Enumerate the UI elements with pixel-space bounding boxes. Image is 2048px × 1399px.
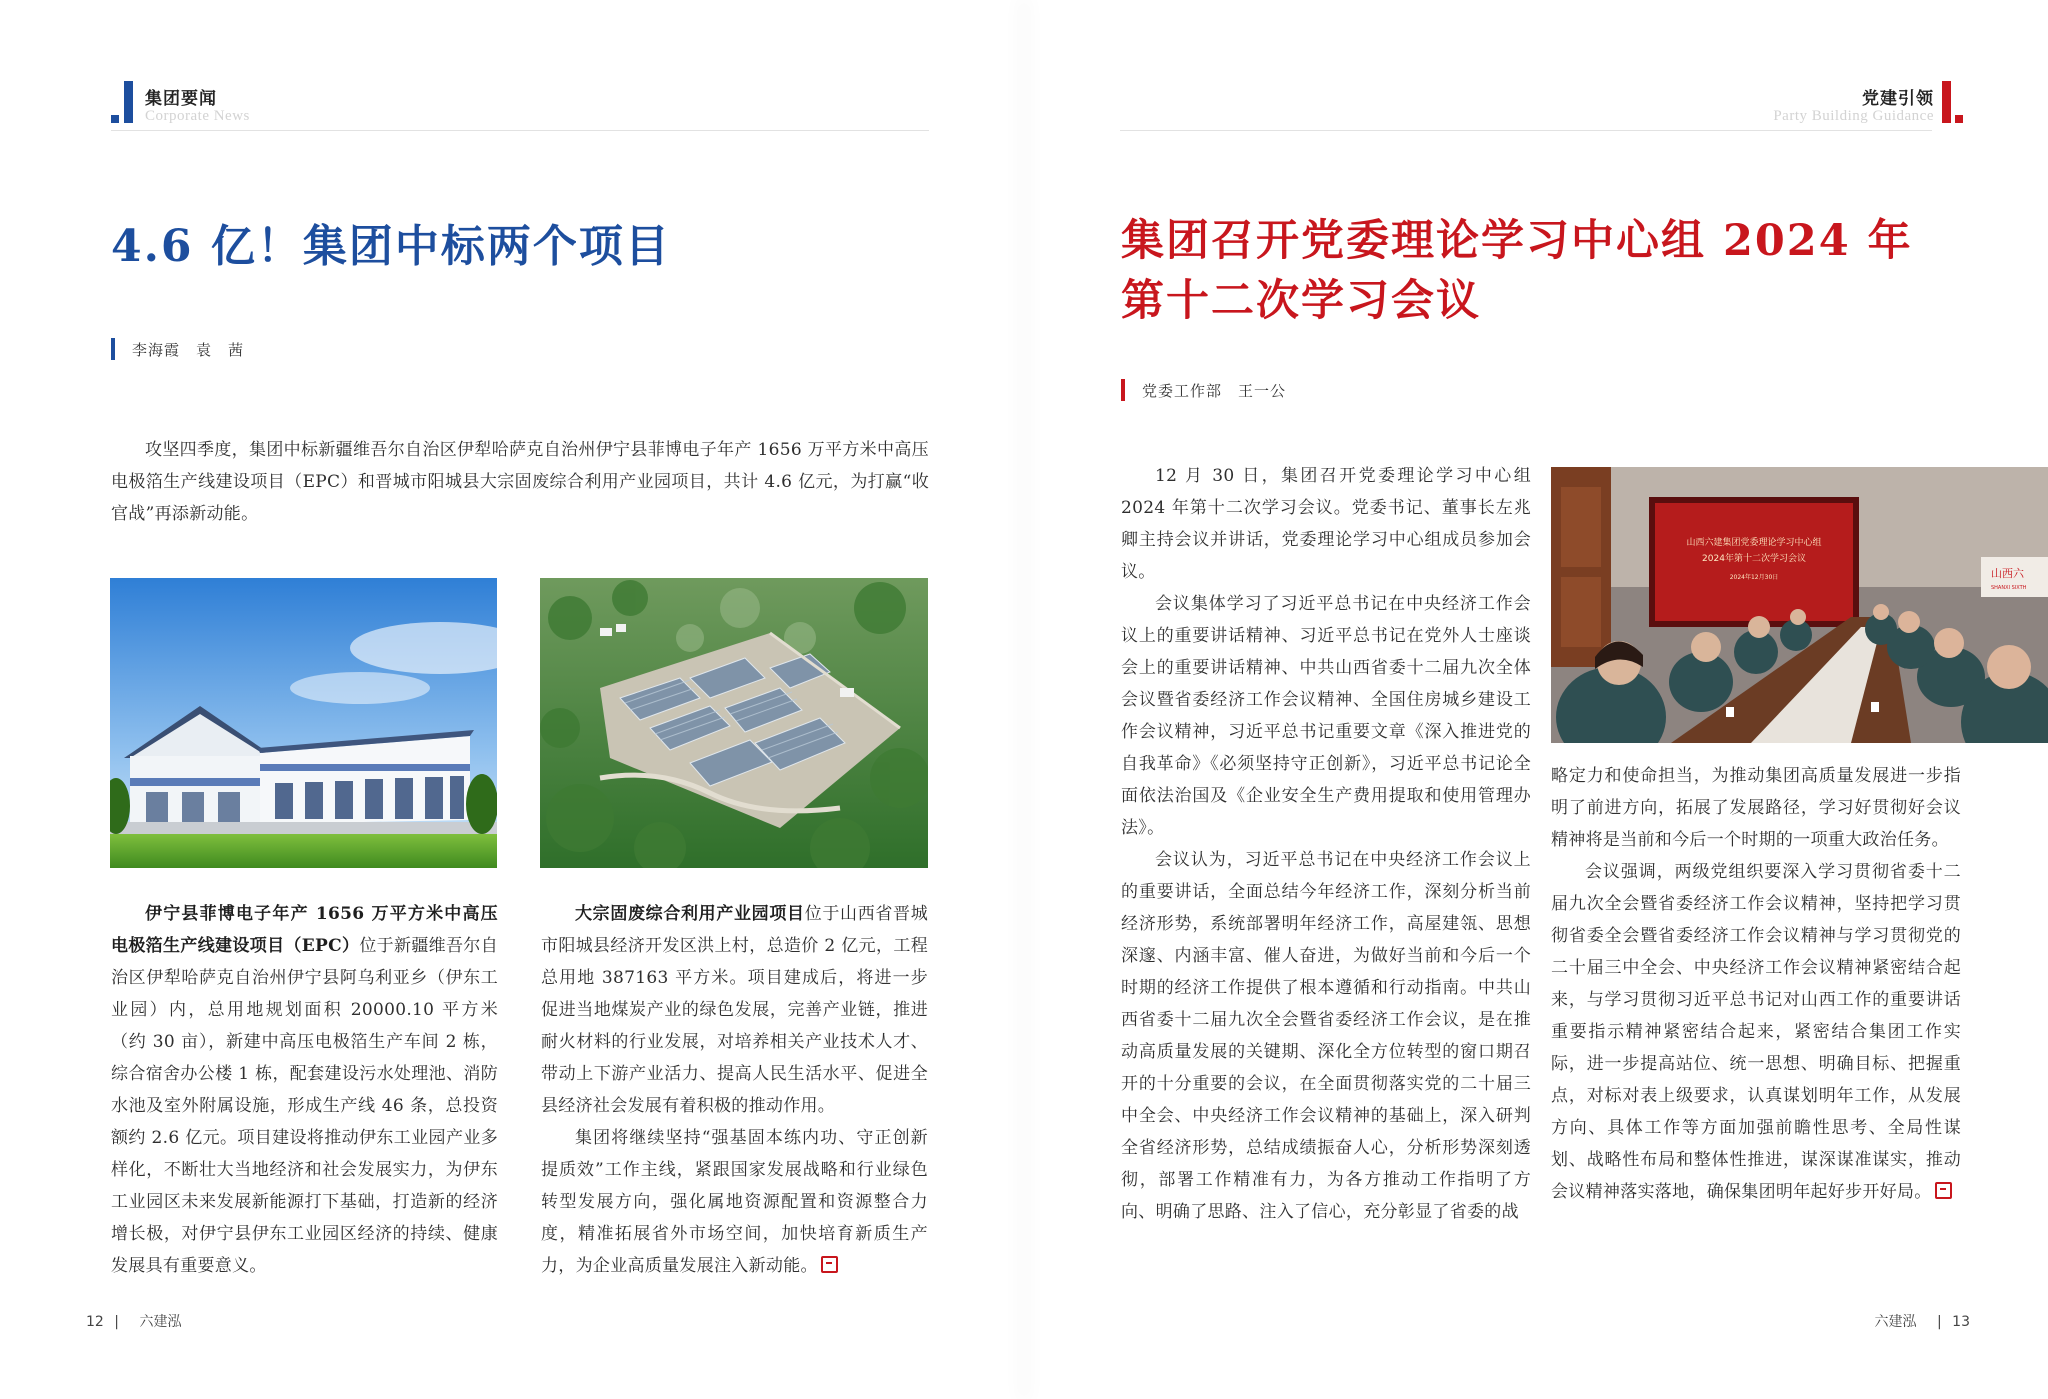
paragraph-1: 12 月 30 日，集团召开党委理论学习中心组 2024 年第十二次学习会议。党委书记、董事长左兆卿主持会议并讲话，党委理论学习中心组成员参加会议。 <box>1121 466 1531 582</box>
byline: 李海霞 袁 茜 <box>132 341 245 359</box>
closing-paragraph <box>541 1122 928 1282</box>
project2-lead: 大宗固废综合利用产业园项目 <box>575 904 805 924</box>
left-footer: 12 | 六建泓 <box>86 1314 182 1330</box>
article-title-line2: 第十二次学习会议 <box>1121 276 1481 326</box>
factory-illustration <box>110 578 497 868</box>
section-mark-small <box>1955 115 1963 123</box>
meeting-photo <box>1551 467 2048 743</box>
end-of-article-icon <box>821 1256 838 1273</box>
article-title: 4.6 亿！集团中标两个项目 <box>111 221 671 272</box>
factory-photo <box>110 578 497 868</box>
intro-paragraph: 攻坚四季度，集团中标新疆维吾尔自治区伊犁哈萨克自治州伊宁县菲博电子年产 1656 万平方米中高压电极箔生产线建设项目（EPC）和晋城市阳城县大宗固废综合利用产业园项目，共计 4.6 亿元，为打赢“收官战”再添新动能。 <box>111 440 929 524</box>
project1-text: 位于新疆维吾尔自治区伊犁哈萨克自治州伊宁县阿乌利亚乡（伊东工业园）内，总用地规划面积 20000.10 平方米（约 30 亩），新建中高压电极箔生产车间 2 栋，综合宿舍办公楼 1 栋，配套建设污水处理池、消防水池及室外附属设施，形成生产线 46 条，总投资额约 2.6 亿元。项目建设将推动伊东工业园产业多样化，不断壮大当地经济和社会发展实力，为伊东工业园区未来发展新能源打下基础，打造新的经济增长极，对伊宁县伊东工业园区经济的持续、健康发展具有重要意义。 <box>111 936 498 1276</box>
section-title: 集团要闻 <box>145 89 217 109</box>
magazine-name-left: 六建泓 <box>139 1314 182 1330</box>
aerial-illustration <box>540 578 928 868</box>
photo-banner-line2: 2024年第十二次学习会议 <box>1702 554 1806 564</box>
photo-banner-date: 2024年12月30日 <box>1729 574 1779 581</box>
right-page <box>1024 0 2048 1399</box>
byline: 党委工作部 王一公 <box>1142 382 1287 400</box>
header-rule <box>111 130 929 131</box>
article-title-line1: 集团召开党委理论学习中心组 2024 年 <box>1121 216 1913 266</box>
page-number-left: 12 <box>86 1314 104 1330</box>
paragraph-5-text: 会议强调，两级党组织要深入学习贯彻省委十二届九次全会暨省委经济工作会议精神，坚持把学习贯彻省委全会暨省委经济工作会议精神与学习贯彻党的二十届三中全会、中央经济工作会议精神紧密结合起来，与学习贯彻习近平总书记对山西工作的重要讲话重要指示精神紧密结合起来，紧密结合集团工作实际，进一步提高站位、统一思想、明确目标、把握重点，对标对表上级要求，认真谋划明年工作，从发展方向、具体工作等方面加强前瞻性思考、全局性谋划、战略性布局和整体性推进，谋深谋准谋实，推动会议精神落实落地，确保集团明年起好步开好局。 <box>1551 862 1961 1202</box>
project2-paragraph <box>541 898 928 1122</box>
section-subtitle: Corporate News <box>145 108 250 124</box>
section-subtitle: Party Building Guidance <box>1773 108 1934 124</box>
byline-bar <box>1121 379 1125 401</box>
photo-banner-line1: 山西六建集团党委理论学习中心组 <box>1686 538 1822 548</box>
right-column-1 <box>1121 460 1531 1228</box>
photo-wall-sign-en: SHANXI SIXTH <box>1991 585 2027 591</box>
photo-wall-sign: 山西六 <box>1991 567 2024 580</box>
paragraph-4: 略定力和使命担当，为推动集团高质量发展进一步指明了前进方向，拓展了发展路径，学习好贯彻好会议精神将是当前和今后一个时期的一项重大政治任务。 <box>1551 766 1961 850</box>
page-number-right: 13 <box>1952 1314 1970 1330</box>
project1-lead: 伊宁县菲博电子年产 1656 万平方米中高压电极箔生产线建设项目（EPC） <box>111 904 498 956</box>
meeting-illustration <box>1551 467 2048 743</box>
right-column-2 <box>1551 760 1961 1208</box>
project1-paragraph <box>111 898 498 1282</box>
end-of-article-icon <box>1935 1182 1952 1199</box>
project2-text: 位于山西省晋城市阳城县经济开发区洪上村，总造价 2 亿元，工程总用地 387163 平方米。项目建成后，将进一步促进当地煤炭产业的绿色发展，完善产业链，推进耐火材料的行业发展，对培养相关产业技术人才、带动上下游产业活力、提高人民生活水平、促进全县经济社会发展有着积极的推动作用。 <box>541 904 928 1116</box>
section-mark-bar <box>1942 81 1951 123</box>
paragraph-3: 会议认为，习近平总书记在中央经济工作会议上的重要讲话，全面总结今年经济工作，深刻分析当前经济形势，系统部署明年经济工作，高屋建瓴、思想深邃、内涵丰富、催人奋进，为做好当前和今后一个时期的经济工作提供了根本遵循和行动指南。中共山西省委十二届九次全会暨省委经济工作会议，是在推动高质量发展的关键期、深化全方位转型的窗口期召开的十分重要的会议，在全面贯彻落实党的二十届三中全会、中央经济工作会议精神的基础上，深入研判全省经济形势，总结成绩振奋人心，分析形势深刻透彻，部署工作精准有力，为各方推动工作指明了方向、明确了思路、注入了信心，充分彰显了省委的战 <box>1121 850 1531 1222</box>
magazine-name-right: 六建泓 <box>1874 1314 1917 1330</box>
right-footer: 六建泓 | 13 <box>1874 1314 1970 1330</box>
section-mark-bar <box>124 81 133 123</box>
paragraph-2: 会议集体学习了习近平总书记在中央经济工作会议上的重要讲话精神、习近平总书记在党外人士座谈会上的重要讲话精神、中共山西省委十二届九次全体会议暨省委经济工作会议精神、全国住房城乡建设工作会议精神，习近平总书记重要文章《深入推进党的自我革命》《必须坚持守正创新》，习近平总书记论全面依法治国及《企业安全生产费用提取和使用管理办法》。 <box>1121 594 1531 838</box>
section-mark-small <box>111 115 119 123</box>
closing-text: 集团将继续坚持“强基固本练内功、守正创新提质效”工作主线，紧跟国家发展战略和行业绿色转型发展方向，强化属地资源配置和资源整合力度，精准拓展省外市场空间，加快培育新质生产力，为企业高质量发展注入新动能。 <box>541 1128 928 1276</box>
industrial-park-aerial-photo <box>540 578 928 868</box>
byline-bar <box>111 338 115 360</box>
paragraph-5 <box>1551 856 1961 1208</box>
section-title: 党建引领 <box>1862 89 1934 109</box>
header-rule <box>1120 130 1932 131</box>
